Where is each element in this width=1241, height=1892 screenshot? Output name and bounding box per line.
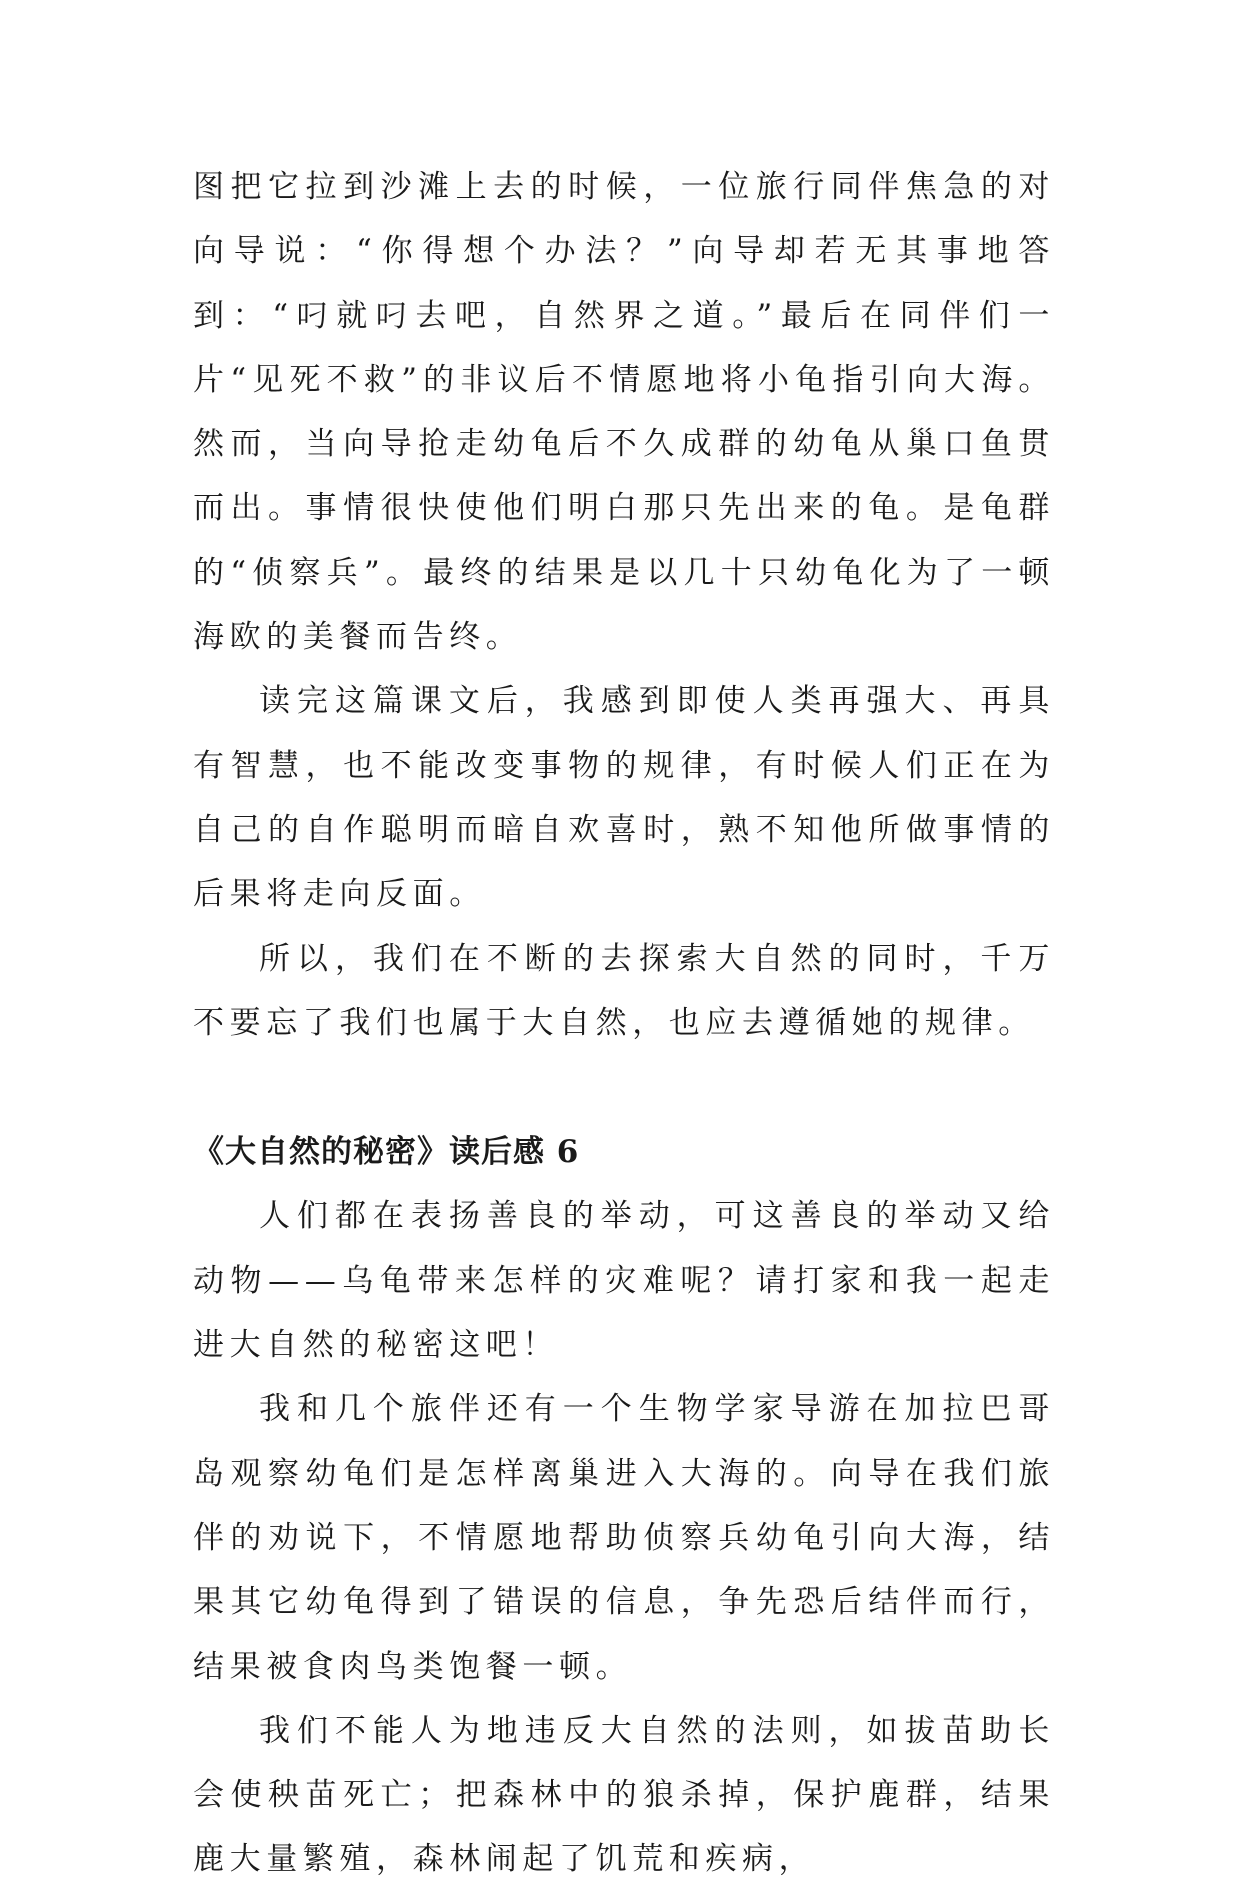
paragraph-conclusion: 所以，我们在不断的去探索大自然的同时，千万不要忘了我们也属于大自然，也应去遵循她的规律。	[193, 940, 1055, 1041]
paragraph-intro: 人们都在表扬善良的举动，可这善良的举动又给动物——乌龟带来怎样的灾难呢？请打家和我一起走进大自然的秘密这吧！	[193, 1198, 1055, 1364]
paragraph-story: 我和几个旅伴还有一个生物学家导游在加拉巴哥岛观察幼龟们是怎样离巢进入大海的。向导在我们旅伴的劝说下，不情愿地帮助侦察兵幼龟引向大海，结果其它幼龟得到了错误的信息，争先恐后结伴而行，结果被食肉鸟类饱餐一顿。	[193, 1391, 1055, 1685]
paragraph-lesson: 我们不能人为地违反大自然的法则，如拔苗助长会使秧苗死亡；把森林中的狼杀掉，保护鹿群，结果鹿大量繁殖，森林闹起了饥荒和疾病，	[193, 1712, 1055, 1878]
section-spacer	[193, 1055, 1055, 1120]
paragraph-reflection: 读完这篇课文后，我感到即使人类再强大、再具有智慧，也不能改变事物的规律，有时候人们正在为自己的自作聪明而暗自欢喜时，熟不知他所做事情的后果将走向反面。	[193, 683, 1055, 913]
paragraph-continued: 图把它拉到沙滩上去的时候，一位旅行同伴焦急的对向导说：“你得想个办法？”向导却若无其事地答到：“叼就叼去吧，自然界之道。”最后在同伴们一片“见死不救”的非议后不情愿地将小龟指引向大海。然而，当向导抢走幼龟后不久成群的幼龟从巢口鱼贯而出。事情很快使他们明白那只先出来的龟。是龟群的“侦察兵”。最终的结果是以几十只幼龟化为了一顿海欧的美餐而告终。	[193, 169, 1055, 656]
section-title: 《大自然的秘密》读后感 6	[193, 1134, 580, 1171]
document-body	[193, 155, 1055, 1892]
